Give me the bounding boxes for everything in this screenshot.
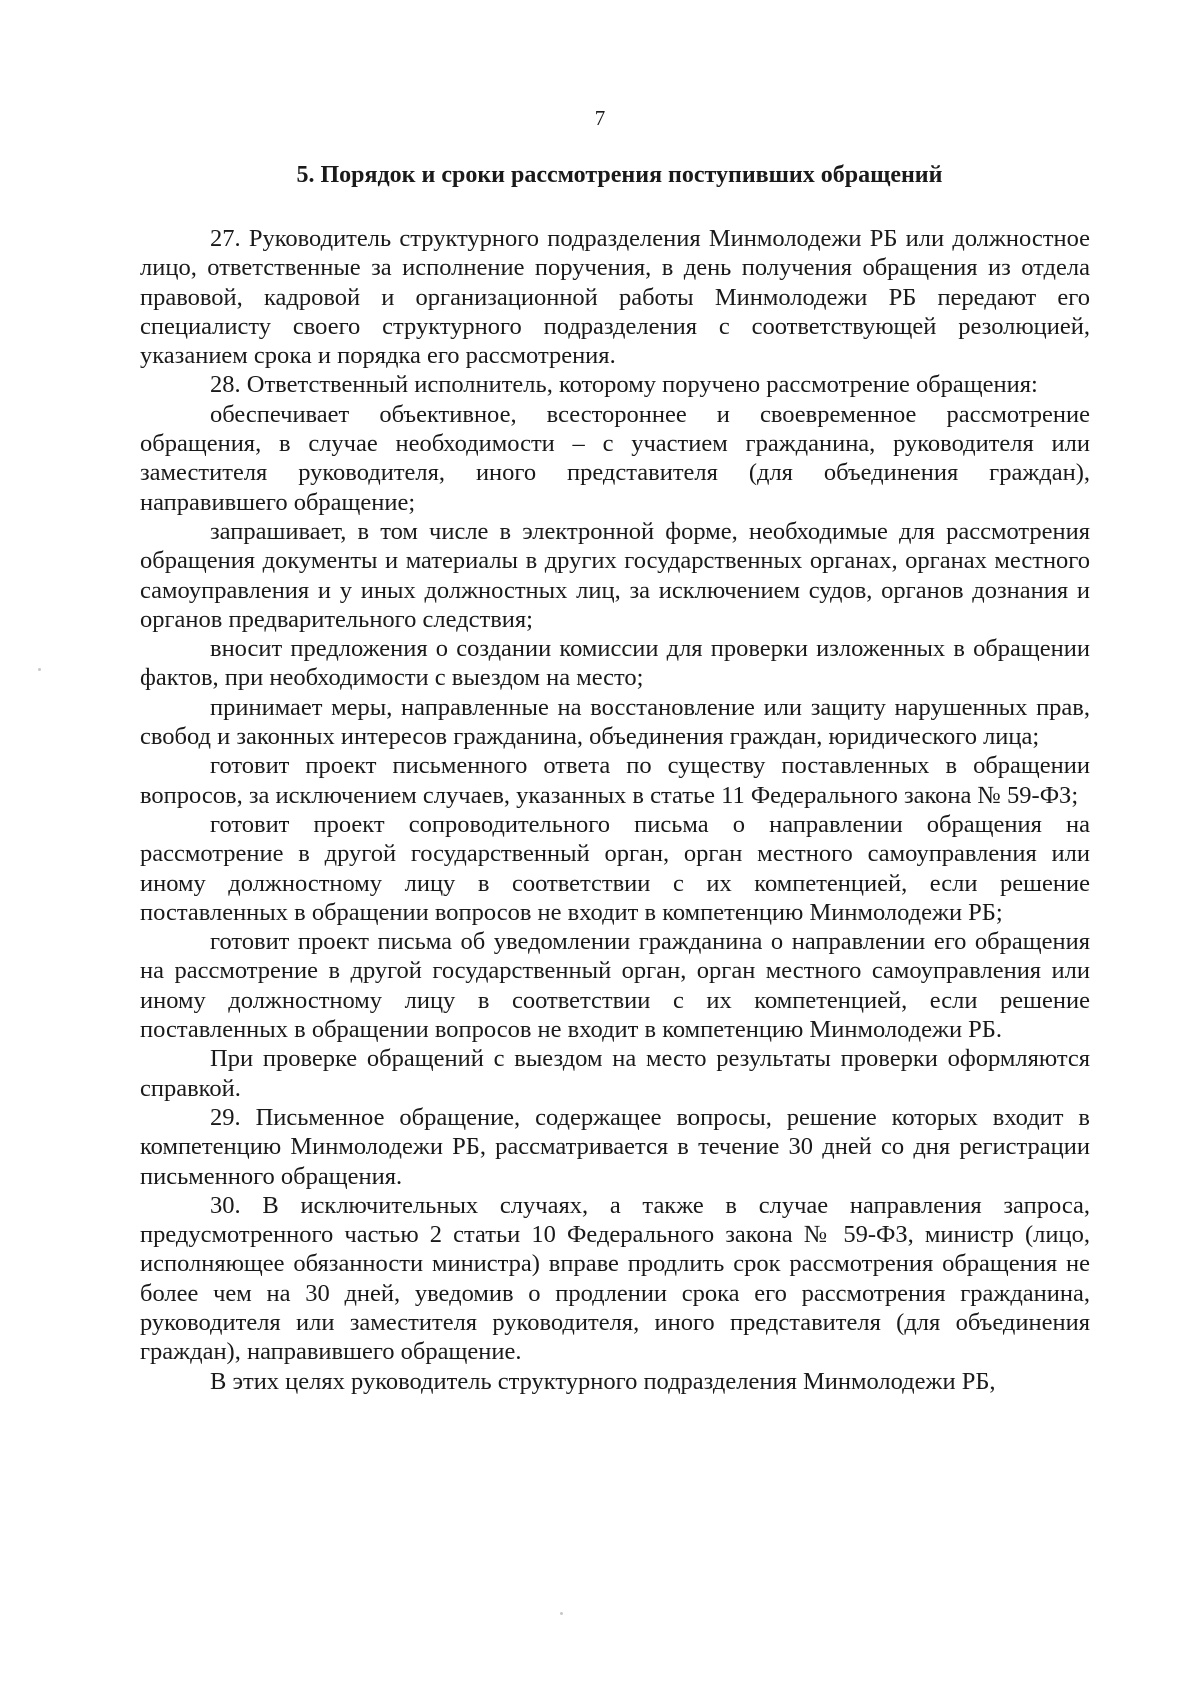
section-heading: 5. Порядок и сроки рассмотрения поступивших обращений: [296, 162, 943, 188]
paragraph-28-item-2: запрашивает, в том числе в электронной форме, необходимые для рассмотрения обращения документы и материалы в других государственных органах, органах местного самоуправления и у иных должностных лиц, за исключением судов, органов дознания и органов предварительного следствия;: [140, 517, 1090, 633]
paragraph-28-note: При проверке обращений с выездом на место результаты проверки оформляются справкой.: [140, 1045, 1090, 1102]
paragraph-30-continued: В этих целях руководитель структурного подразделения Минмолодежи РБ,: [210, 1367, 996, 1395]
paragraph-28-item-1: обеспечивает объективное, всестороннее и своевременное рассмотрение обращения, в случае необходимости – с участием гражданина, руководителя или заместителя руководителя, иного представителя (для объединения граждан), направившего обращение;: [140, 400, 1090, 516]
paragraph-30: 30. В исключительных случаях, а также в случае направления запроса, предусмотренного частью 2 статьи 10 Федерального закона № 59-ФЗ, министр (лицо, исполняющее обязанности министра) вправе продлить срок рассмотрения обращения не более чем на 30 дней, уведомив о продлении срока его рассмотрения гражданина, руководителя или заместителя руководителя, иного представителя (для объединения граждан), направившего обращение.: [140, 1191, 1090, 1366]
paragraph-28-item-6: готовит проект сопроводительного письма о направлении обращения на рассмотрение в другой государственный орган, орган местного самоуправления или иному должностному лицу в соответствии с их компетенцией, если решение поставленных в обращении вопросов не входит в компетенцию Минмолодежи РБ;: [140, 810, 1090, 926]
paragraph-28-item-7: готовит проект письма об уведомлении гражданина о направлении его обращения на рассмотрение в другой государственный орган, орган местного самоуправления или иному должностному лицу в соответствии с их компетенцией, если решение поставленных в обращении вопросов не входит в компетенцию Минмолодежи РБ.: [140, 928, 1090, 1044]
document-body: [140, 224, 1090, 1396]
scan-speck: [560, 1612, 563, 1615]
paragraph-28-item-5: готовит проект письменного ответа по существу поставленных в обращении вопросов, за исключением случаев, указанных в статье 11 Федерального закона № 59-ФЗ;: [140, 752, 1090, 809]
scan-speck: [38, 668, 41, 671]
paragraph-28-item-4: принимает меры, направленные на восстановление или защиту нарушенных прав, свобод и законных интересов гражданина, объединения граждан, юридического лица;: [140, 693, 1090, 751]
paragraph-29: 29. Письменное обращение, содержащее вопросы, решение которых входит в компетенцию Минмолодежи РБ, рассматривается в течение 30 дней со дня регистрации письменного обращения.: [140, 1103, 1090, 1190]
paragraph-28-item-3: вносит предложения о создании комиссии для проверки изложенных в обращении фактов, при необходимости с выездом на место;: [140, 635, 1090, 692]
page-number: 7: [594, 106, 606, 130]
paragraph-28: 28. Ответственный исполнитель, которому поручено рассмотрение обращения:: [210, 371, 1038, 399]
paragraph-27: 27. Руководитель структурного подразделения Минмолодежи РБ или должностное лицо, ответственные за исполнение поручения, в день получения обращения из отдела правовой, кадровой и организационной работы Минмолодежи РБ передают его специалисту своего структурного подразделения с соответствующей резолюцией, указанием срока и порядка его рассмотрения.: [140, 225, 1090, 370]
